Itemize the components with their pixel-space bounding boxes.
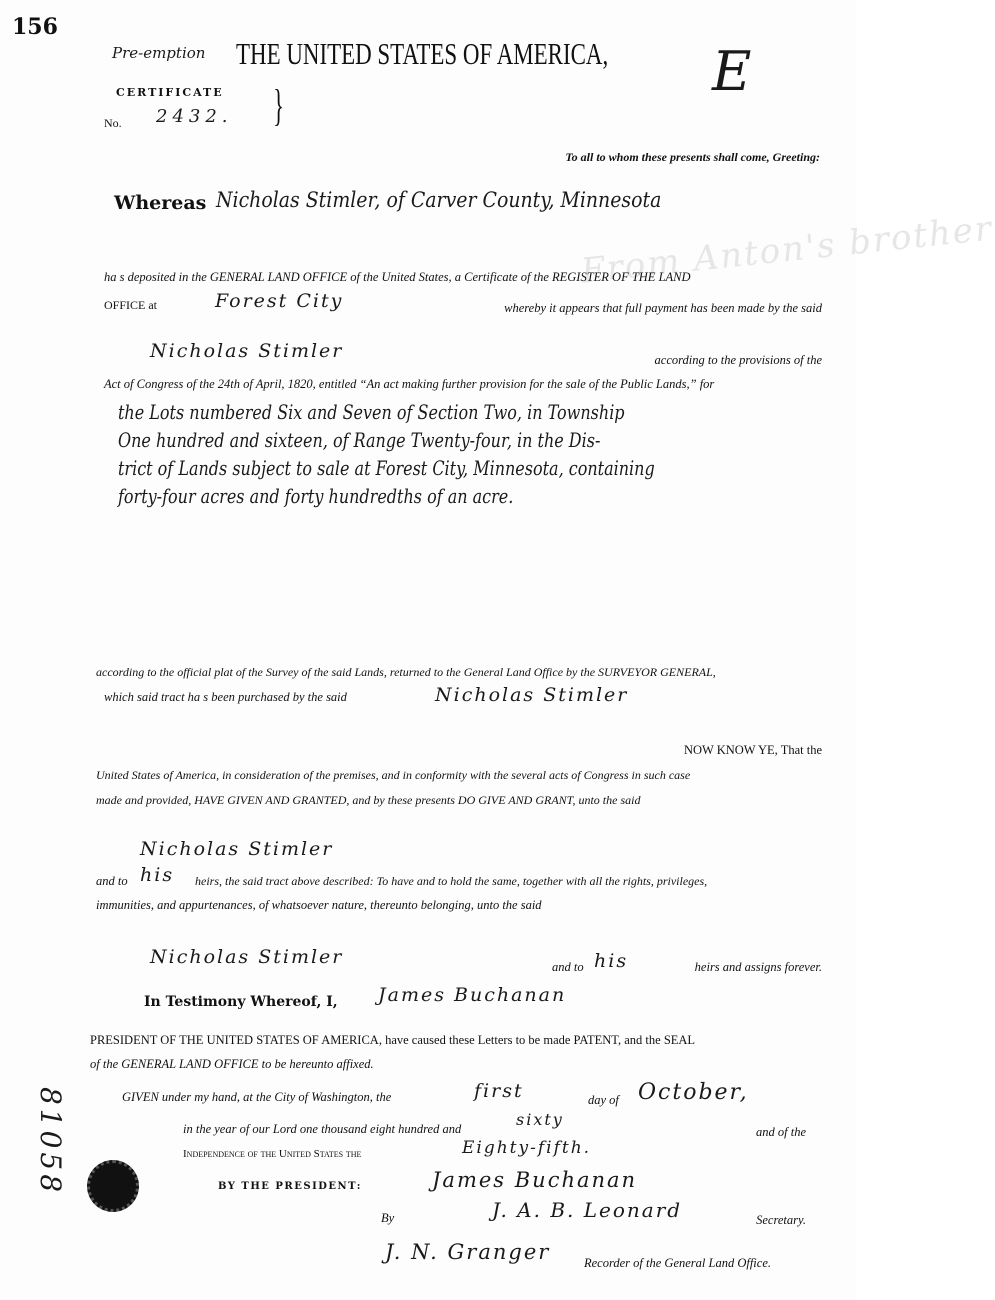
and-of-the: and of the xyxy=(756,1125,806,1139)
office-name: Forest City xyxy=(215,290,344,312)
margin-number: 81058 xyxy=(34,1086,68,1197)
purchased-line: which said tract ha s been purchased by the said xyxy=(104,690,347,704)
description-line: One hundred and sixteen, of Range Twenty-four, in the Dis- xyxy=(118,428,601,452)
by-the-president: BY THE PRESIDENT: xyxy=(218,1181,362,1192)
office-at-label: OFFICE at xyxy=(104,298,158,312)
document-title: THE UNITED STATES OF AMERICA, xyxy=(236,36,609,71)
grantee-name-2: Nicholas Stimler xyxy=(150,946,344,968)
given-line: GIVEN under my hand, at the City of Washington, the xyxy=(122,1090,392,1104)
pencil-note: From Anton's brother xyxy=(579,208,995,292)
act-text: Act of Congress of the 24th of April, 1820, entitled “An act making further provision for the sale of the Public Lands,” for xyxy=(104,377,715,391)
independence-year: Eighty-fifth. xyxy=(462,1138,592,1158)
preemption-note: Pre-emption xyxy=(112,44,206,62)
now-know-ye: NOW KNOW YE, That the xyxy=(683,743,822,757)
grant-line: United States of America, in consideration of the premises, and in conformity with the several acts of Congress in such case xyxy=(96,768,691,782)
whereas-label: Whereas xyxy=(114,192,207,214)
immunities-line: immunities, and appurtenances, of whatsoever nature, thereunto belonging, unto the said xyxy=(96,898,542,912)
according-text: according to the provisions of the xyxy=(654,353,822,367)
plat-line: according to the official plat of the Survey of the said Lands, returned to the General Land Office by the SURVEYOR GENERAL, xyxy=(96,665,716,679)
secretary-label: Secretary. xyxy=(756,1213,806,1227)
seal-line: of the GENERAL LAND OFFICE to be hereunto affixed. xyxy=(90,1057,374,1071)
brace: } xyxy=(273,81,284,130)
grant-line: made and provided, HAVE GIVEN AND GRANTED, and by these presents DO GIVE AND GRANT, unto the said xyxy=(96,793,641,807)
independence-line: Independence of the United States the xyxy=(183,1148,362,1160)
year-handwritten: sixty xyxy=(516,1110,564,1129)
deposit-line: ha s deposited in the GENERAL LAND OFFICE of the United States, a Certificate of the REGISTER OF THE LAND xyxy=(104,270,691,284)
recorder-signature: J. N. Granger xyxy=(385,1240,551,1264)
grantee-name: Nicholas Stimler xyxy=(140,838,334,860)
day-handwritten: first xyxy=(474,1080,524,1102)
description-line: trict of Lands subject to sale at Forest City, Minnesota, containing xyxy=(118,456,655,480)
certificate-label: CERTIFICATE xyxy=(116,86,224,99)
secretary-signature: J. A. B. Leonard xyxy=(492,1198,683,1222)
no-label: No. xyxy=(104,116,122,130)
testimony-line: PRESIDENT OF THE UNITED STATES OF AMERICA, have caused these Letters to be made PATENT, and the SEAL xyxy=(90,1033,696,1047)
president-name: James Buchanan xyxy=(378,984,567,1006)
seal-icon xyxy=(87,1160,139,1212)
recorder-label: Recorder of the General Land Office. xyxy=(584,1256,771,1270)
habendum-line: heirs, the said tract above described: To have and to hold the same, together with all the rights, privileges, xyxy=(195,874,708,888)
testimony-label: In Testimony Whereof, I, xyxy=(144,994,338,1010)
page-number: 156 xyxy=(12,14,58,40)
corner-mark: E xyxy=(712,40,752,103)
by-label: By xyxy=(381,1211,395,1225)
certificate-number: 2432. xyxy=(156,106,233,127)
whereas-name: Nicholas Stimler, of Carver County, Minnesota xyxy=(216,188,662,212)
purchaser-name: Nicholas Stimler xyxy=(435,684,629,706)
his-handwritten-2: his xyxy=(594,950,629,972)
description-line: the Lots numbered Six and Seven of Section Two, in Township xyxy=(118,400,625,424)
whereby-text: whereby it appears that full payment has been made by the said xyxy=(504,301,822,315)
greeting: To all to whom these presents shall come, Greeting: xyxy=(565,150,820,164)
year-line: in the year of our Lord one thousand eight hundred and xyxy=(183,1122,462,1136)
day-of-label: day of xyxy=(588,1093,619,1107)
and-to-label-2: and to xyxy=(552,960,584,974)
heirs-forever: heirs and assigns forever. xyxy=(694,960,822,974)
and-to-label: and to xyxy=(96,874,128,888)
payer-name: Nicholas Stimler xyxy=(150,340,344,362)
president-signature: James Buchanan xyxy=(432,1168,638,1192)
description-line: forty-four acres and forty hundredths of an acre. xyxy=(118,484,514,508)
his-handwritten: his xyxy=(140,864,175,886)
month-handwritten: October, xyxy=(638,1080,749,1105)
